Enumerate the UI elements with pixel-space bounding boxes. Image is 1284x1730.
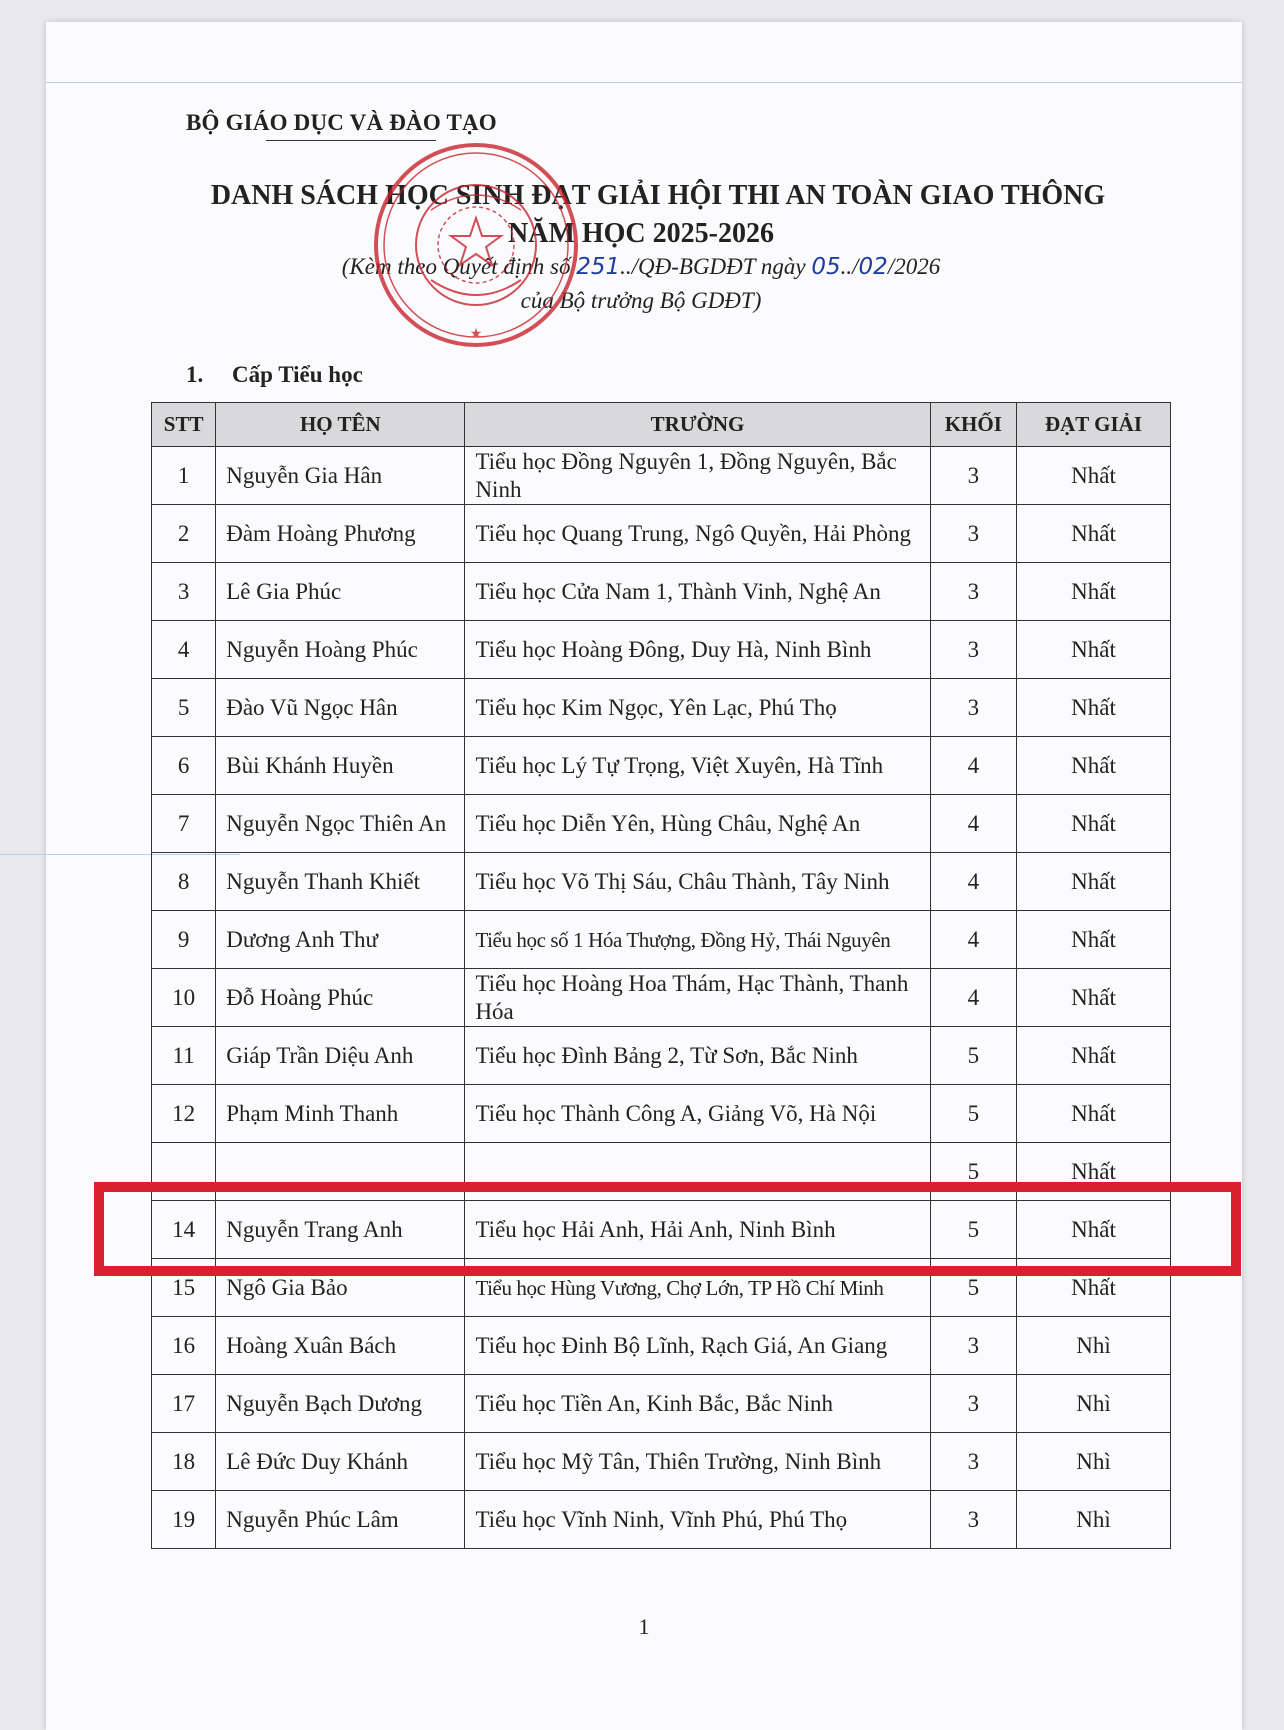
cell-prize: Nhất xyxy=(1017,853,1171,911)
column-header-prize: ĐẠT GIẢI xyxy=(1017,403,1171,447)
cell-stt: 7 xyxy=(152,795,216,853)
cell-stt: 14 xyxy=(152,1201,216,1259)
cell-stt: 3 xyxy=(152,563,216,621)
cell-stt: 8 xyxy=(152,853,216,911)
cell-grade: 3 xyxy=(930,1491,1016,1549)
table-row xyxy=(152,447,1171,505)
cell-stt: 12 xyxy=(152,1085,216,1143)
cell-prize: Nhất xyxy=(1017,911,1171,969)
cell-name: Nguyễn Trang Anh xyxy=(216,1201,465,1259)
official-seal-stamp xyxy=(371,140,581,350)
cell-prize: Nhất xyxy=(1017,795,1171,853)
cell-school: Tiểu học Đồng Nguyên 1, Đồng Nguyên, Bắc Ninh xyxy=(465,447,930,505)
cell-name: Đàm Hoàng Phương xyxy=(216,505,465,563)
cell-name: Nguyễn Hoàng Phúc xyxy=(216,621,465,679)
cell-name: Nguyễn Bạch Dương xyxy=(216,1375,465,1433)
cell-grade: 4 xyxy=(930,911,1016,969)
cell-stt: 6 xyxy=(152,737,216,795)
table-row xyxy=(152,737,1171,795)
cell-name: Nguyễn Phúc Lâm xyxy=(216,1491,465,1549)
table-row xyxy=(152,505,1171,563)
cell-name: Hoàng Xuân Bách xyxy=(216,1317,465,1375)
cell-school: Tiểu học Quang Trung, Ngô Quyền, Hải Phòng xyxy=(465,505,930,563)
cell-school: Tiểu học Đinh Bộ Lĩnh, Rạch Giá, An Giang xyxy=(465,1317,930,1375)
table-row xyxy=(152,911,1171,969)
cell-stt: 18 xyxy=(152,1433,216,1491)
cell-name: Nguyễn Thanh Khiết xyxy=(216,853,465,911)
cell-prize: Nhất xyxy=(1017,447,1171,505)
cell-stt: 17 xyxy=(152,1375,216,1433)
table-row xyxy=(152,969,1171,1027)
cell-stt: 9 xyxy=(152,911,216,969)
cell-name: Nguyễn Ngọc Thiên An xyxy=(216,795,465,853)
table-row xyxy=(152,1433,1171,1491)
table-row xyxy=(152,853,1171,911)
cell-prize: Nhất xyxy=(1017,1259,1171,1317)
cell-school: Tiểu học Vĩnh Ninh, Vĩnh Phú, Phú Thọ xyxy=(465,1491,930,1549)
cell-grade: 5 xyxy=(930,1201,1016,1259)
cell-grade: 3 xyxy=(930,447,1016,505)
cell-stt: 15 xyxy=(152,1259,216,1317)
cell-school: Tiểu học Võ Thị Sáu, Châu Thành, Tây Ninh xyxy=(465,853,930,911)
cell-grade: 4 xyxy=(930,737,1016,795)
awards-table xyxy=(151,402,1171,1549)
cell-school: Tiểu học Hùng Vương, Chợ Lớn, TP Hồ Chí Minh xyxy=(465,1259,930,1317)
cell-prize: Nhất xyxy=(1017,737,1171,795)
cell-stt: 4 xyxy=(152,621,216,679)
table-row xyxy=(152,1027,1171,1085)
cell-name: Phạm Minh Thanh xyxy=(216,1085,465,1143)
decision-day: 05 xyxy=(811,254,841,280)
scan-guide-line xyxy=(46,82,1242,83)
cell-stt: 19 xyxy=(152,1491,216,1549)
cell-name: Dương Anh Thư xyxy=(216,911,465,969)
cell-school: Tiểu học Cửa Nam 1, Thành Vinh, Nghệ An xyxy=(465,563,930,621)
cell-school: Tiểu học số 1 Hóa Thượng, Đồng Hỷ, Thái Nguyên xyxy=(465,911,930,969)
svg-text:★: ★ xyxy=(469,327,483,342)
cell-grade: 4 xyxy=(930,969,1016,1027)
cell-prize: Nhất xyxy=(1017,1085,1171,1143)
section-number: 1. xyxy=(186,362,204,387)
cell-grade: 3 xyxy=(930,1433,1016,1491)
table-row xyxy=(152,1317,1171,1375)
cell-grade: 3 xyxy=(930,679,1016,737)
table-row xyxy=(152,621,1171,679)
cell-grade: 5 xyxy=(930,1259,1016,1317)
cell-grade: 3 xyxy=(930,563,1016,621)
cell-stt: 16 xyxy=(152,1317,216,1375)
cell-grade: 3 xyxy=(930,1317,1016,1375)
cell-school: Tiểu học Hoàng Đông, Duy Hà, Ninh Bình xyxy=(465,621,930,679)
decision-reference xyxy=(43,254,1239,280)
cell-grade: 3 xyxy=(930,1375,1016,1433)
document-title: DANH SÁCH HỌC SINH ĐẠT GIẢI HỘI THI AN TOÀN GIAO THÔNG xyxy=(210,180,1106,211)
cell-prize: Nhất xyxy=(1017,505,1171,563)
cell-stt: 11 xyxy=(152,1027,216,1085)
column-header-name: HỌ TÊN xyxy=(216,403,465,447)
cell-name: Lê Đức Duy Khánh xyxy=(216,1433,465,1491)
cell-name: Nguyễn Gia Hân xyxy=(216,447,465,505)
cell-grade: 5 xyxy=(930,1027,1016,1085)
cell-school: Tiểu học Thành Công A, Giảng Võ, Hà Nội xyxy=(465,1085,930,1143)
column-header-school: TRƯỜNG xyxy=(465,403,930,447)
table-row xyxy=(152,795,1171,853)
cell-school: Tiểu học Đình Bảng 2, Từ Sơn, Bắc Ninh xyxy=(465,1027,930,1085)
cell-prize: Nhất xyxy=(1017,1201,1171,1259)
cell-school: Tiểu học Mỹ Tân, Thiên Trường, Ninh Bình xyxy=(465,1433,930,1491)
cell-prize: Nhì xyxy=(1017,1433,1171,1491)
cell-school: Tiểu học Hoàng Hoa Thám, Hạc Thành, Thanh Hóa xyxy=(465,969,930,1027)
column-header-grade: KHỐI xyxy=(930,403,1016,447)
table-header-row xyxy=(152,403,1171,447)
section-title: Cấp Tiểu học xyxy=(232,362,363,387)
cell-name: Đào Vũ Ngọc Hân xyxy=(216,679,465,737)
cell-name: Lê Gia Phúc xyxy=(216,563,465,621)
table-row xyxy=(152,1491,1171,1549)
ministry-name: BỘ GIÁO DỤC VÀ ĐÀO TẠO xyxy=(186,110,497,135)
cell-grade: 5 xyxy=(930,1085,1016,1143)
cell-prize: Nhất xyxy=(1017,1143,1171,1201)
cell-name: Ngô Gia Bảo xyxy=(216,1259,465,1317)
table-row xyxy=(152,1085,1171,1143)
decision-mid: ../QĐ-BGDĐT ngày xyxy=(620,254,812,279)
decision-year: /2026 xyxy=(887,254,941,279)
table-row xyxy=(152,563,1171,621)
decision-month: 02 xyxy=(858,254,888,280)
cell-prize: Nhất xyxy=(1017,969,1171,1027)
cell-school: Tiểu học Tiền An, Kinh Bắc, Bắc Ninh xyxy=(465,1375,930,1433)
table-row xyxy=(152,1375,1171,1433)
cell-prize: Nhất xyxy=(1017,563,1171,621)
cell-grade: 5 xyxy=(930,1143,1016,1201)
table-row xyxy=(152,679,1171,737)
decision-issuer: của Bộ trưởng Bộ GDĐT) xyxy=(520,288,762,313)
document-page xyxy=(46,22,1242,1730)
decision-prefix: (Kèm theo Quyết định số xyxy=(341,254,577,279)
cell-grade: 4 xyxy=(930,795,1016,853)
cell-school: Tiểu học Diễn Yên, Hùng Châu, Nghệ An xyxy=(465,795,930,853)
cell-stt: 5 xyxy=(152,679,216,737)
highlight-box xyxy=(94,1182,1241,1276)
section-heading xyxy=(186,362,363,388)
cell-school: Tiểu học Lý Tự Trọng, Việt Xuyên, Hà Tĩnh xyxy=(465,737,930,795)
cell-grade: 3 xyxy=(930,621,1016,679)
cell-name: Đỗ Hoàng Phúc xyxy=(216,969,465,1027)
column-header-stt: STT xyxy=(152,403,216,447)
cell-name: Giáp Trần Diệu Anh xyxy=(216,1027,465,1085)
cell-grade: 4 xyxy=(930,853,1016,911)
cell-prize: Nhất xyxy=(1017,679,1171,737)
cell-school: Tiểu học Hải Anh, Hải Anh, Ninh Bình xyxy=(465,1201,930,1259)
document-subtitle-year: NĂM HỌC 2025-2026 xyxy=(508,218,774,249)
cell-prize: Nhì xyxy=(1017,1491,1171,1549)
decision-number: 251 xyxy=(576,254,621,280)
decision-sep: ../ xyxy=(840,254,859,279)
page-number: 1 xyxy=(638,1614,650,1639)
cell-stt: 10 xyxy=(152,969,216,1027)
cell-grade: 3 xyxy=(930,505,1016,563)
cell-stt: 1 xyxy=(152,447,216,505)
cell-prize: Nhất xyxy=(1017,1027,1171,1085)
cell-prize: Nhất xyxy=(1017,621,1171,679)
cell-prize: Nhì xyxy=(1017,1317,1171,1375)
cell-name: Bùi Khánh Huyền xyxy=(216,737,465,795)
cell-school: Tiểu học Kim Ngọc, Yên Lạc, Phú Thọ xyxy=(465,679,930,737)
cell-stt: 2 xyxy=(152,505,216,563)
cell-prize: Nhì xyxy=(1017,1375,1171,1433)
